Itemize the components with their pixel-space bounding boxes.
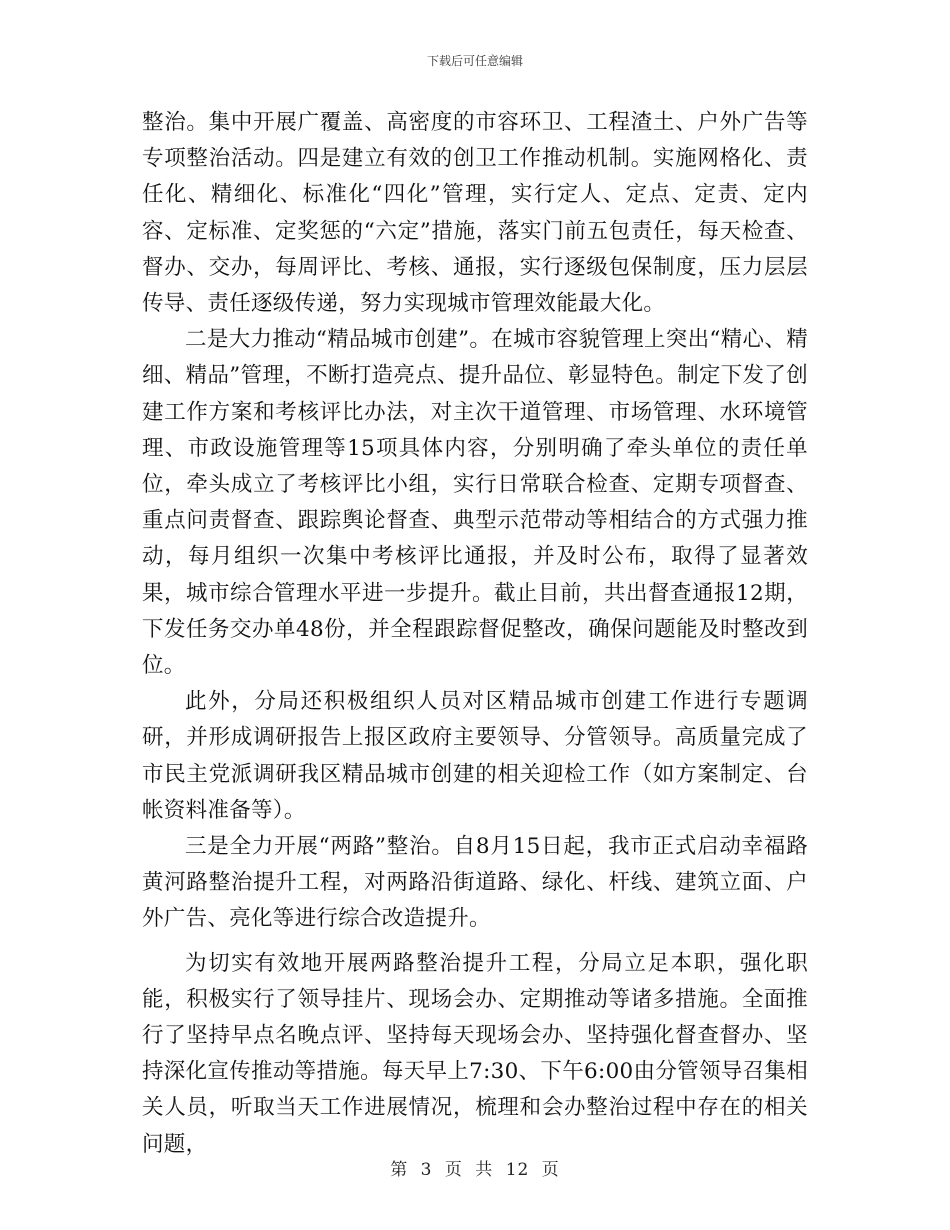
document-body: [142, 105, 808, 1163]
paragraph-5: 为切实有效地开展两路整治提升工程，分局立足本职，强化职能，积极实行了领导挂片、现场会办、定期推动等诸多措施。全面推行了坚持早点名晚点评、坚持每天现场会办、坚持强化督查督办、坚持深化宣传推动等措施。每天早上7:30、下午6:00由分管领导召集相关人员，听取当天工作进展情况，梳理和会办整治过程中存在的相关问题，: [142, 950, 808, 1157]
paragraph-1: 整治。集中开展广覆盖、高密度的市容环卫、工程渣土、户外广告等专项整治活动。四是建立有效的创卫工作推动机制。实施网格化、责任化、精细化、标准化“四化”管理，实行定人、定点、定责、定内容、定标准、定奖惩的“六定”措施，落实门前五包责任，每天检查、督办、交办，每周评比、考核、通报，实行逐级包保制度，压力层层传导、责任逐级传递，努力实现城市管理效能最大化。: [142, 110, 808, 317]
paragraph-2: 二是大力推动“精品城市创建”。在城市容貌管理上突出“精心、精细、精品”管理，不断打造亮点、提升品位、彰显特色。制定下发了创建工作方案和考核评比办法，对主次干道管理、市场管理、水环境管理、市政设施管理等15项具体内容，分别明确了牵头单位的责任单位，牵头成立了考核评比小组，实行日常联合检查、定期专项督查、重点问责督查、跟踪舆论督查、典型示范带动等相结合的方式强力推动，每月组织一次集中考核评比通报，并及时公布，取得了显著效果，城市综合管理水平进一步提升。截止目前，共出督查通报12期，下发任务交办单48份，并全程跟踪督促整改，确保问题能及时整改到位。: [142, 327, 808, 679]
page-header: 下载后可任意编辑: [426, 54, 523, 68]
paragraph-4: 三是全力开展“两路”整治。自8月15日起，我市正式启动幸福路黄河路整治提升工程，对两路沿街道路、绿化、杆线、建筑立面、户外广告、亮化等进行综合改造提升。: [142, 834, 808, 932]
paragraph-3: 此外，分局还积极组织人员对区精品城市创建工作进行专题调研，并形成调研报告上报区政府主要领导、分管领导。高质量完成了市民主党派调研我区精品城市创建的相关迎检工作（如方案制定、台帐资料准备等）。: [142, 689, 808, 823]
page-number-footer: 第 3 页 共 12 页: [390, 1160, 560, 1180]
